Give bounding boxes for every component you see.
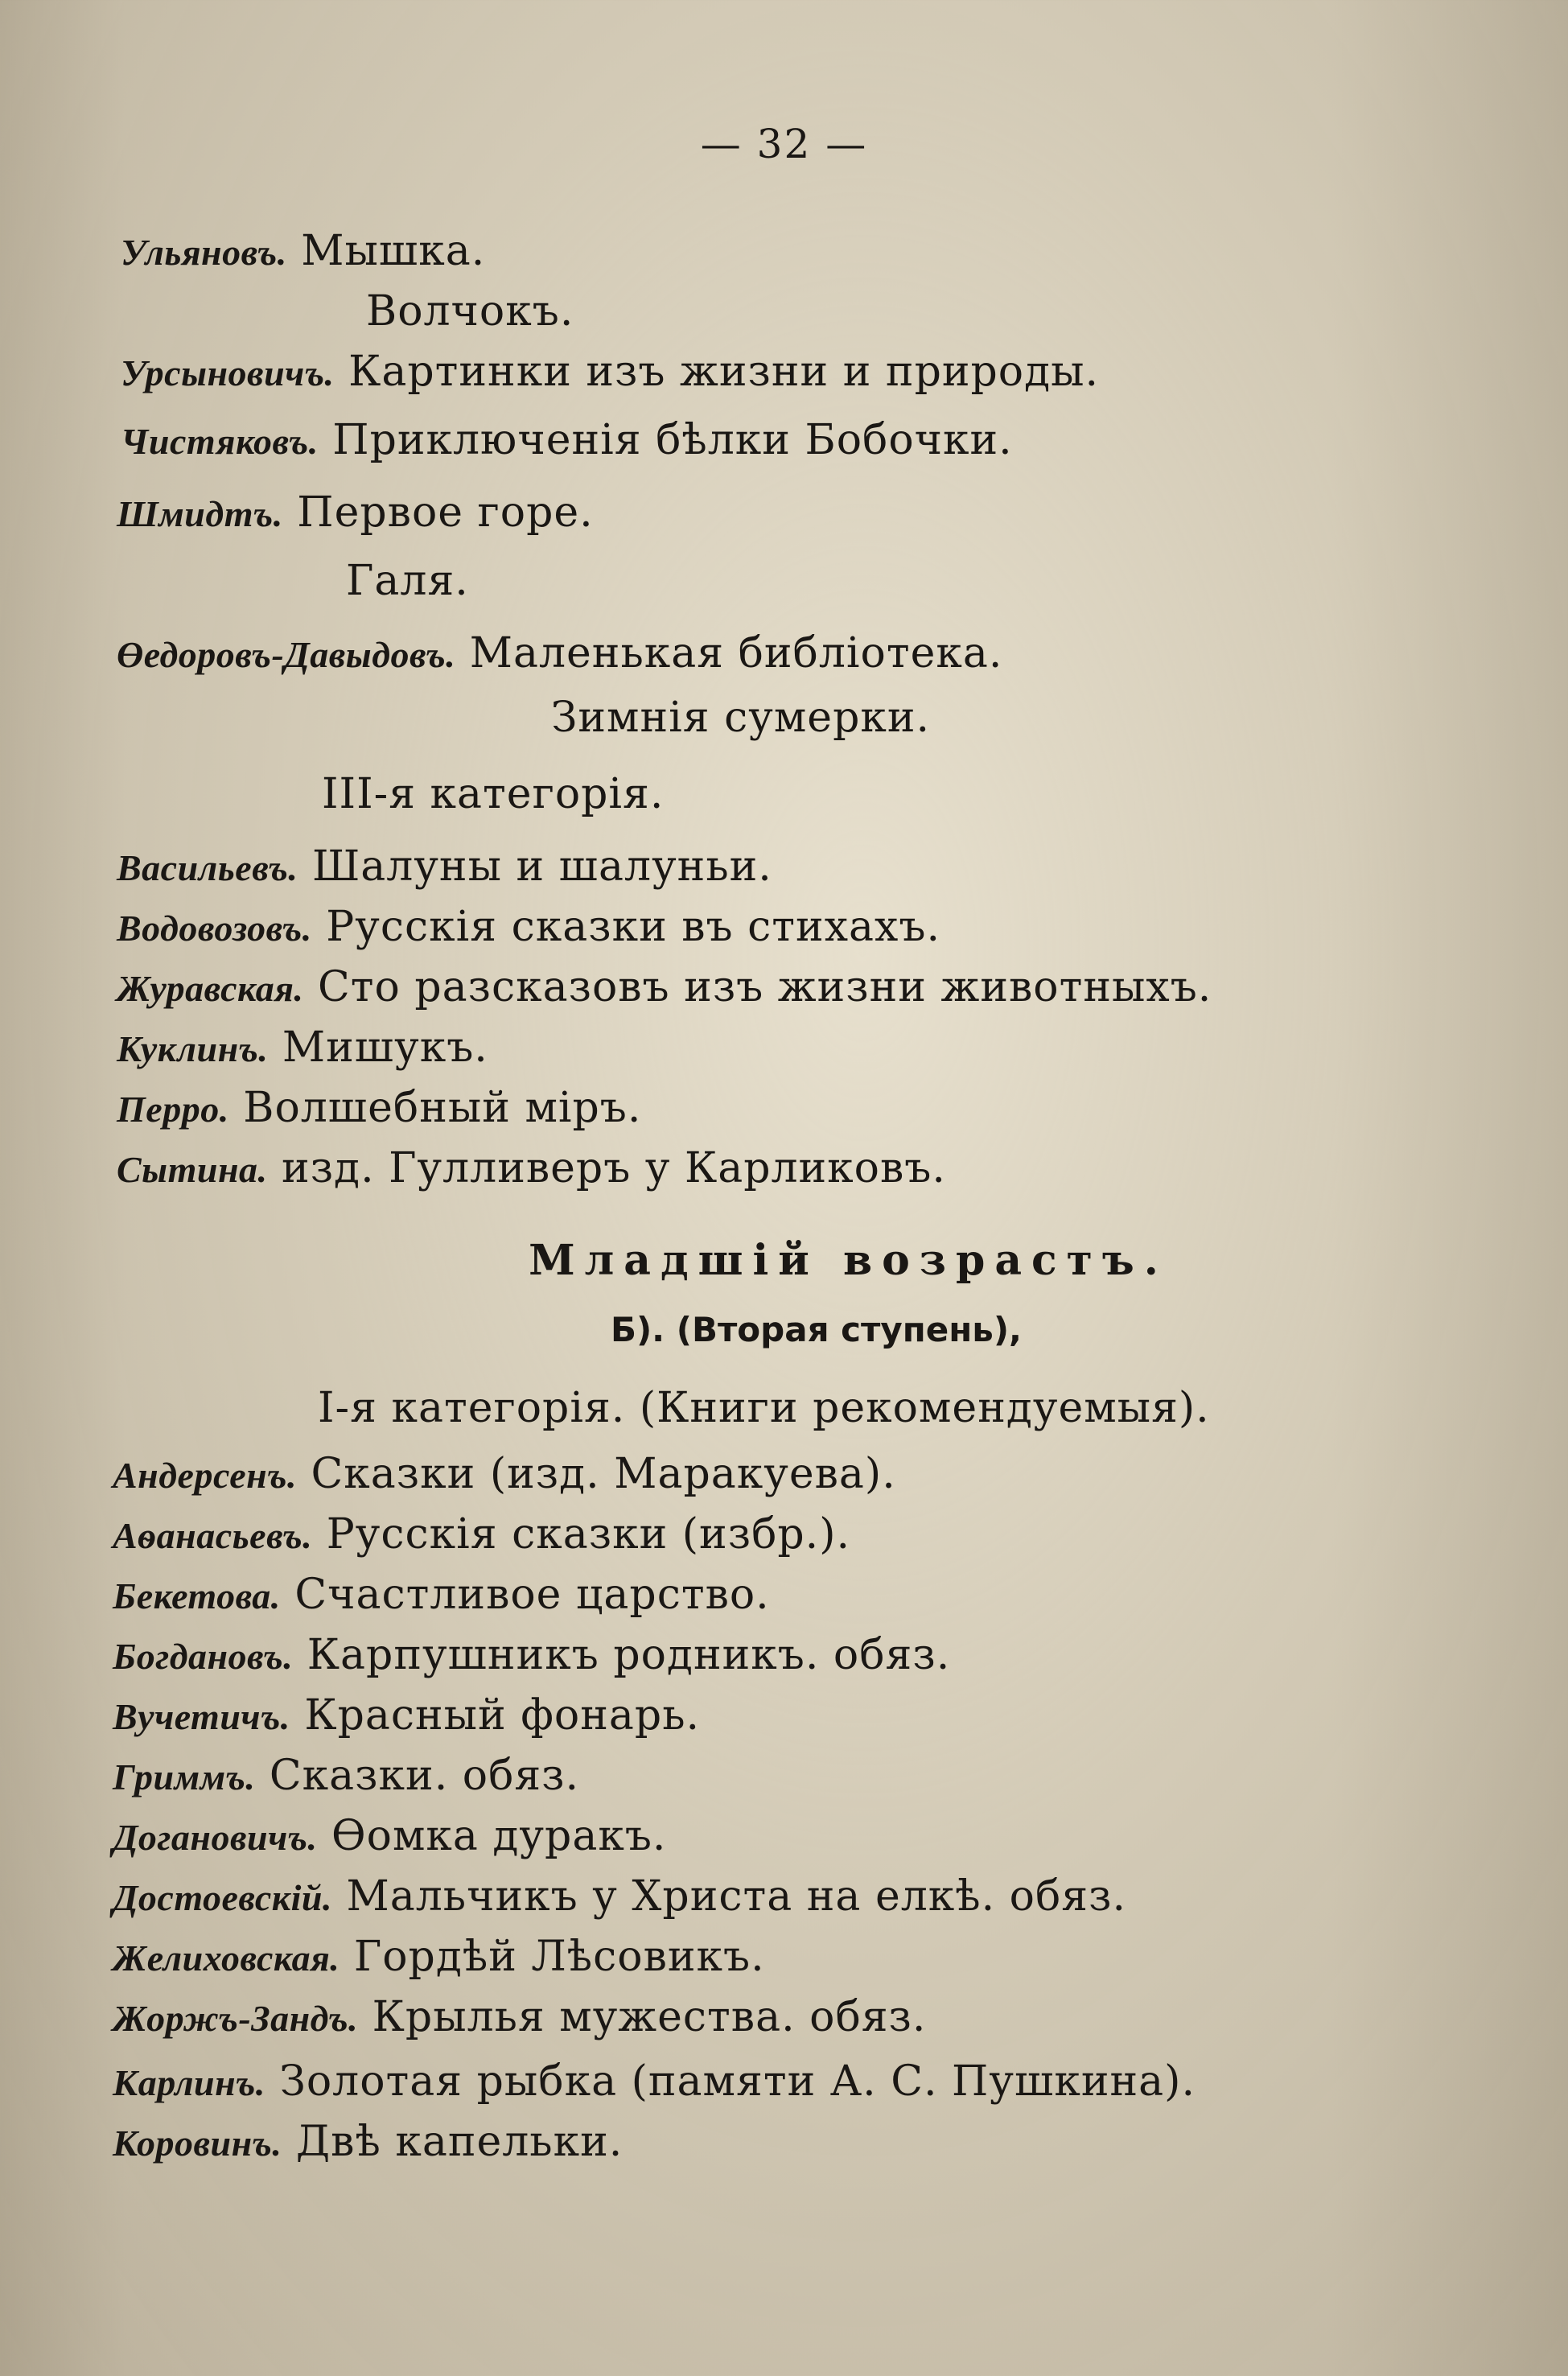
entry-author: Ульяновъ.: [121, 232, 287, 273]
entry-author: Урсыновичъ.: [121, 352, 335, 393]
entry-title: Картинки изъ жизни и природы.: [348, 348, 1100, 396]
entry: [121, 414, 1013, 467]
entry-title: Мышка.: [301, 227, 486, 275]
entry: [113, 1750, 579, 1803]
entry-title: Волшебный міръ.: [243, 1084, 642, 1132]
entry: [366, 286, 574, 337]
category-heading: III-я категорія.: [322, 770, 665, 818]
entry: [113, 1509, 850, 1562]
entry-title: Маленькая библіотека.: [469, 629, 1003, 677]
entry-author: Водовозовъ.: [117, 908, 312, 949]
entry-author: Желиховская.: [113, 1937, 340, 1979]
entry-title: Галя.: [346, 557, 469, 605]
entry: [113, 2056, 1196, 2109]
entry-author: Журавская.: [117, 968, 304, 1009]
entry: [117, 901, 940, 954]
entry-author: Андерсенъ.: [113, 1455, 297, 1496]
entry-title: Счастливое царство.: [294, 1571, 770, 1619]
entry: [113, 1931, 765, 1984]
entry: [113, 1810, 666, 1863]
entry-title: изд. Гулливеръ у Карликовъ.: [282, 1144, 946, 1192]
entry-author: Гриммъ.: [113, 1756, 256, 1797]
entry: [121, 346, 1099, 399]
entry-title: Карпушникъ родникъ. обяз.: [307, 1631, 951, 1679]
entry-author: Сытина.: [117, 1149, 268, 1190]
entry-author: Куклинъ.: [117, 1028, 269, 1069]
entry-title: Волчокъ.: [366, 287, 574, 336]
entry: [117, 487, 594, 540]
entry-author: Бекетова.: [113, 1575, 281, 1616]
entry-title: Сказки (изд. Маракуева).: [311, 1450, 896, 1498]
entry-author: Аѳанасьевъ.: [113, 1515, 313, 1556]
entry-author: Жоржъ-Зандъ.: [113, 1998, 359, 2039]
entry-author: Достоевскій.: [113, 1877, 332, 1918]
entry: [117, 841, 772, 894]
entry-title: Красный фонарь.: [304, 1691, 701, 1740]
entry-title: Шалуны и шалуньи.: [311, 842, 772, 891]
entry: [113, 1690, 700, 1743]
entry-title: Первое горе.: [297, 488, 594, 537]
entry-author: Богдановъ.: [113, 1636, 294, 1677]
section-subheading: Б). (Вторая ступень),: [610, 1310, 1023, 1349]
entry-title: Мальчикъ у Христа на елкѣ. обяз.: [346, 1872, 1126, 1921]
entry: [113, 1629, 950, 1682]
entry-title: Зимнія сумерки.: [551, 694, 931, 742]
entry: [113, 1871, 1126, 1924]
entry-author: Өедоровъ-Давыдовъ.: [117, 634, 456, 675]
entry-author: Перро.: [117, 1089, 229, 1130]
page-number: — 32 —: [700, 121, 868, 167]
entry: [117, 1143, 946, 1196]
entry: [113, 1991, 926, 2045]
entry-title: Крылья мужества. обяз.: [372, 1993, 927, 2041]
entry-title: Русскія сказки въ стихахъ.: [326, 903, 940, 951]
entry-title: Гордѣй Лѣсовикъ.: [353, 1933, 765, 1981]
entry: [113, 1448, 896, 1501]
entry: [117, 962, 1212, 1015]
entry-author: Догановичъ.: [113, 1817, 318, 1858]
section-heading: Младшій возрастъ.: [529, 1236, 1168, 1285]
entry-title: Двѣ капельки.: [295, 2118, 623, 2166]
entry-title: Өомка дуракъ.: [331, 1812, 667, 1860]
entry-author: Коровинъ.: [113, 2123, 282, 2164]
entry-author: Васильевъ.: [117, 847, 298, 888]
entry-author: Карлинъ.: [113, 2062, 265, 2103]
entry: [117, 628, 1002, 681]
entry: [346, 555, 469, 607]
entry-title: Золотая рыбка (памяти А. С. Пушкина).: [279, 2057, 1196, 2106]
entry: [113, 1569, 770, 1622]
entry-author: Чистяковъ.: [121, 421, 319, 462]
category-heading: I-я категорія. (Книги рекомендуемыя).: [318, 1384, 1210, 1432]
entry-author: Шмидтъ.: [117, 493, 283, 534]
entry-title: Сто разсказовъ изъ жизни животныхъ.: [317, 963, 1212, 1011]
entry-title: Русскія сказки (избр.).: [326, 1510, 851, 1559]
entry: [117, 1082, 641, 1135]
entry: [117, 1022, 488, 1075]
entry-author: Вучетичъ.: [113, 1696, 290, 1737]
entry-title: Приключенія бѣлки Бобочки.: [332, 416, 1013, 464]
entry: [551, 692, 930, 743]
entry: [121, 225, 485, 278]
entry: [113, 2116, 623, 2169]
entry-title: Мишукъ.: [282, 1023, 488, 1072]
entry-title: Сказки. обяз.: [269, 1752, 580, 1800]
